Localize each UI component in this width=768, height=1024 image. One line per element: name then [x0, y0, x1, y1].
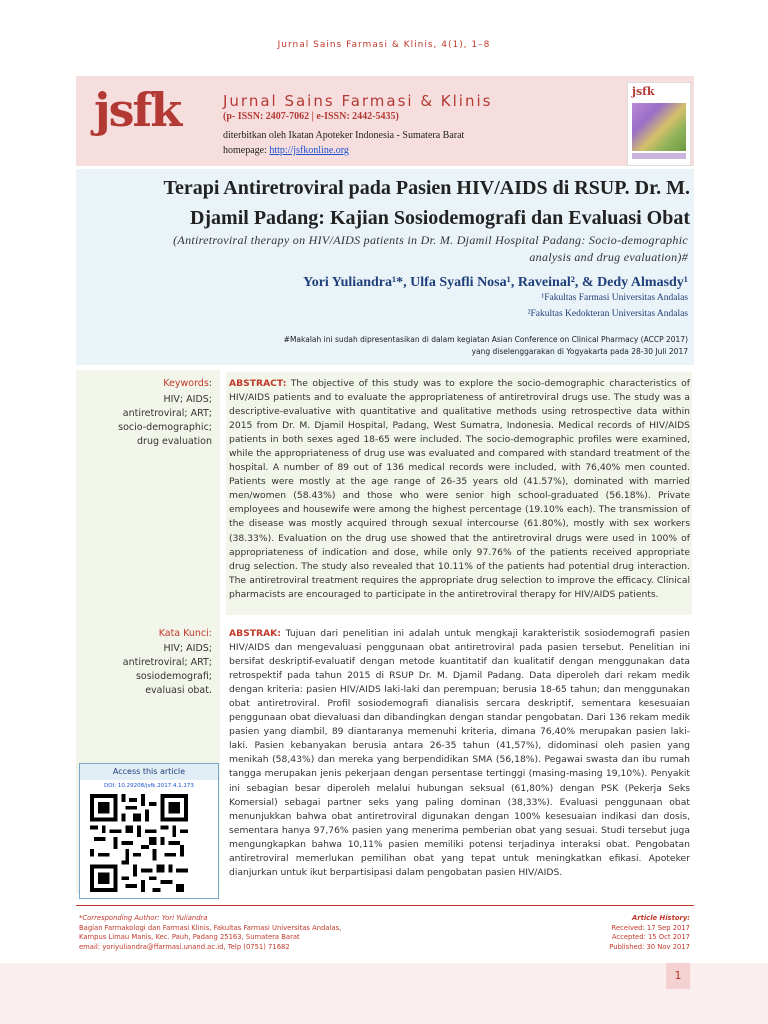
history-received: Received: 17 Sep 2017 — [611, 923, 690, 932]
abstract-indonesian — [229, 627, 690, 880]
qr-code-icon[interactable] — [90, 794, 188, 892]
keyword-item: drug evaluation — [137, 436, 212, 447]
kata-kunci-item: HIV; AIDS; — [163, 643, 212, 654]
bottom-band — [0, 963, 768, 1024]
article-subtitle: (Antiretroviral therapy on HIV/AIDS patients in Dr. M. Djamil Hospital Padang: Socio-demographic analysis and drug evaluation)# — [173, 233, 688, 264]
kata-kunci-item: sosiodemografi; — [135, 671, 212, 682]
running-header: Jurnal Sains Farmasi & Klinis, 4(1), 1–8 — [277, 40, 491, 50]
abstract-en-label: ABSTRACT: — [229, 378, 287, 389]
affiliation-2: ²Fakultas Kedokteran Universitas Andalas — [527, 309, 688, 319]
article-authors: Yori Yuliandra¹*, Ulfa Syafli Nosa¹, Raveinal², & Dedy Almasdy¹ — [303, 275, 688, 290]
author-address-line: Kampus Limau Manis, Kec. Pauh, Padang 25163, Sumatera Barat — [79, 933, 300, 942]
journal-homepage — [223, 145, 349, 156]
kata-kunci-list — [80, 642, 212, 698]
keywords-list — [80, 393, 212, 449]
doi-link[interactable]: DOI: 10.29208/jsfk.2017.4.1.173 — [104, 783, 194, 789]
cover-bar — [632, 153, 686, 159]
author-contact-line: email: yoriyuliandra@ffarmasi.unand.ac.id, Telp (0751) 71682 — [79, 942, 290, 951]
abstract-id-text: Tujuan dari penelitian ini adalah untuk mengkaji karakteristik sosiodemografi pasien HIV/AIDS dan mengevaluasi penggunaan obat antiretroviral pada pasien tersebut. Penelitian ini bersifat deskriptif-evaluatif dengan metode kuantitatif dan kualitatif dengan menggunakan data retrospektif pada tahun 2015 di RSUP Dr. M. Djamil Padang. Data diperoleh dari rekam medik dengan kriteria: pasien HIV/AIDS laki-laki dan perempuan; berusia 18-65 tahun; dan menggunakan obat antiretroviral. Profil sosiodemografi dianalisis sercara deskriptif, sementara kesesuaian penggunaan obat dievaluasi dan dibandingkan dengan standar pengobatan. Dari 136 rekam medik pasien yang diambil, 89 diantaranya memenuhi kriteria, dimana 76,40% merupakan pasien laki-laki. Pasien kebanyakan berusia antara 26-35 tahun (41,57%), didominasi oleh pasien yang menikah (58,43%) dan mereka yang berpendidikan SMA (56,18%). Pegawai swasta dan ibu rumah tangga merupakan jenis pekerjaan dengan persentase tertinggi (masing-masing 19,10%). Penyakit ini sebagian besar diperoleh melalui hubungan seksual (61,80%) dengan PSK (Pekerja Seks Komersial) sebagai partner seks yang paling dominan (38,33%). Evaluasi penggunaan obat menunjukkan bahwa obat antiretroviral digunakan dengan 100% kesesuaian indikasi dan dosis, sementara hanya 97,76% pasien yang menerima pemberian obat yang sesuai. Studi tersebut juga mengungkapkan bahwa 10,11% pasien memiliki potensi terjadinya interaksi obat. Pengobatan antiretroviral memerlukan pemilihan obat yang tepat untuk meningkatkan efikasi. Apoteker dianjurkan untuk ikut berpartisipasi dalam pengobatan pasien HIV/AIDS. — [229, 628, 690, 878]
kata-kunci-item: antiretroviral; ART; — [122, 657, 212, 668]
kata-kunci-item: evaluasi obat. — [145, 685, 212, 696]
cover-art — [632, 103, 686, 151]
keyword-item: HIV; AIDS; — [163, 394, 212, 405]
footer-divider — [76, 905, 694, 906]
article-history-block — [520, 914, 690, 952]
article-history-label: Article History: — [631, 914, 690, 922]
affiliation-1: ¹Fakultas Farmasi Universitas Andalas — [541, 293, 688, 303]
access-article-title: Access this article — [80, 764, 218, 780]
journal-cover-thumbnail — [627, 82, 691, 166]
corresponding-author-block — [79, 914, 499, 952]
keyword-item: socio-demographic; — [118, 422, 212, 433]
logo-text: jsfk — [94, 83, 181, 137]
kata-kunci-label: Kata Kunci: — [158, 628, 212, 639]
page-number: 1 — [666, 963, 690, 989]
author-address-line: Bagian Farmakologi dan Farmasi Klinis, Fakultas Farmasi Universitas Andalas, — [79, 923, 342, 932]
journal-logo — [94, 80, 194, 150]
access-article-box — [79, 763, 219, 899]
corresponding-author: *Corresponding Author: Yori Yuliandra — [79, 914, 208, 922]
homepage-label: homepage: — [223, 145, 270, 156]
journal-publisher: diterbitkan oleh Ikatan Apoteker Indonesia - Sumatera Barat — [223, 130, 465, 141]
presentation-note-line-2: yang diselenggarakan di Yogyakarta pada 28-30 Juli 2017 — [471, 347, 688, 356]
abstract-id-label: ABSTRAK: — [229, 628, 281, 639]
abstract-en-text: The objective of this study was to explore the socio-demographic characteristics of HIV/AIDS patients and to evaluate the appropriateness of antiretroviral drugs use. The study was a descriptive-evaluative with quantitative and qualitative methods using retrospective data within 2015 from Dr. M. Djamil Hospital, Padang, West Sumatra, Indonesia. Medical records of HIV/AIDS patients in both sexes aged 18-65 were included. The socio-demographic profiles were examined, while the appropriateness of drug use was evaluated and compared with standard treatment of the hospital. A number of 89 out of 136 medical records were included, with 76,40% men counted. Patients were mostly at the age range of 26-35 years old (41.57%), dominated with married men/women (58.43%) and those who were senior high school-graduated (56.18%). Private employees and housewife were among the highest percentage (19.10% each). The transmission of the disease was mostly acquired through sexual intercourse (61.80%), mostly with sex workers (38.33%). Evaluation on the drug use showed that the antiretroviral drugs were used in 100% of appropriateness of indication and dose, while only 97.76% of the patients received appropriate drug selection. The study also revealed that 10.11% of the patients had potential drug interaction. The antiretroviral treatment requires the appropriate drug selection to improve the efficacy. Clinical pharmacists are encouraged to participate in the antiretroviral therapy for HIV/AIDS patients. — [229, 378, 690, 600]
abstract-english — [229, 377, 690, 602]
article-title: Terapi Antiretroviral pada Pasien HIV/AIDS di RSUP. Dr. M. Djamil Padang: Kajian Sosiodemografi dan Evaluasi Obat — [163, 177, 690, 229]
history-published: Published: 30 Nov 2017 — [609, 942, 690, 951]
presentation-note-line-1: #Makalah ini sudah dipresentasikan di dalam kegiatan Asian Conference on Clinical Pharmacy (ACCP 2017) — [283, 335, 688, 344]
history-accepted: Accepted: 15 Oct 2017 — [611, 933, 690, 942]
journal-name: Jurnal Sains Farmasi & Klinis — [223, 92, 493, 110]
journal-issn: (p- ISSN: 2407-7062 | e-ISSN: 2442-5435) — [223, 111, 399, 122]
keywords-label: Keywords: — [163, 378, 212, 389]
keyword-item: antiretroviral; ART; — [122, 408, 212, 419]
cover-title: jsfk — [632, 85, 655, 98]
homepage-link[interactable]: http://jsfkonline.org — [269, 145, 349, 156]
